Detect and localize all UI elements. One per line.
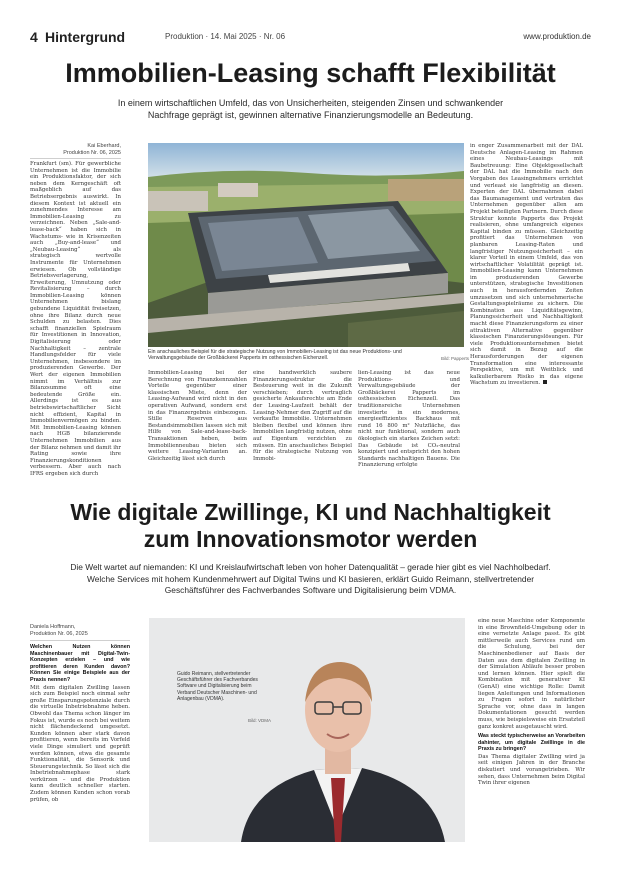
production-building-photo (148, 143, 464, 347)
author-name: Daniela Hoffmann, (30, 624, 76, 630)
column-5-text: in enger Zusammenarbeit mit der DAL Deutsche Anlagen-Leasing im Rahmen eines Neubau-Leasings mit Baubetreuung: Eine Objektgesellschaft der DAL hat die Immobilie nach den Vorgaben des Leasingnehmers errichtet und verleast sie langfristig an diesen. Experten der DAL übernahmen dabei das Baumanagement und vertraten das Unternehmen gegenüber allen am Projekt beteiligten Partnern. Durch diese Struktur konnte Papperts das Projekt realisieren, ohne umfangreich eigenes Kapital binden zu müssen. Gleichzeitig profitiert das Unternehmen von planbaren Leasing-Raten und langfristiger Nutzungssicherheit – ein klarer Vorteil in einem Umfeld, das von wirtschaftlicher Volatilität geprägt ist. Immobilien-Leasing kann Unternehmen im produzierenden Gewerbe unterstützen, strategische Investitionen auch in herausfordernden Zeiten umzusetzen und sich unternehmerische Gestaltungsspielräume zu sichern. Die Kombination aus Liquiditätsgewinn, Planungssicherheit und Nachhaltigkeit macht diese Finanzierungsform zu einer attraktiven Alternative gegenüber klassischen Finanzierungslösungen. Für viele Produktionsunternehmen bietet sich damit in Bezug auf die Herausforderungen der eigenen Transformation eine interessante Perspektive, um mit Weitblick und kalkulierbarem Risiko in das eigene Wachstum zu investieren. (470, 143, 583, 387)
interview-answer-1-continued: eine neue Maschine oder Komponente in eine Brownfield-Umgebung oder in eine vernetzte Anlage passt. Es gibt mittlerweile auch Services rund um die Schulung, bei der Maschinenbediener auf Basis der Daten aus dem digitalen Zwilling in der Simulation Abläufe besser proben und lernen können. Hier spielt die Kombination mit generativer KI (GenAI) eine wichtige Rolle: Damit liegen Anleitungen und Informationen zu Fragen sofort in natürlicher Sprache vor, ohne dass in langen Dokumentationen gesucht werden muss, wie beispielsweise ein Ersatzteil ganz konkret ausgetauscht wird. (478, 618, 585, 730)
article2-author (30, 624, 130, 638)
article2-title-line2: zum Innovationsmotor werden (143, 526, 478, 552)
article2-title-line1: Wie digitale Zwillinge, KI und Nachhaltigkeit (70, 499, 551, 525)
divider (30, 640, 130, 641)
article1-title: Immobilien-Leasing schafft Flexibilität (65, 58, 556, 88)
portrait-caption: Guido Reimann, stellvertretender Geschäftsführer des Fachverbandes Software und Digitalisierung beim Verband Deutscher Maschinen- und Anlagenbau (VDMA). (177, 671, 258, 702)
article1-column-4: lien-Leasing ist das neue Produktions- und Verwaltungsgebäude der Großbäckerei Papperts im osthessischen Eichenzell. Das traditionsreiche Unternehmen investierte in ein modernes, energieeffizientes Backhaus mit rund 16 800 m² Nutzfläche, das nicht nur funktional, sondern auch ökologisch ein starkes Zeichen setzt: Das Gebäude ist CO₂-neutral konzipiert und entspricht den hohen Standards nachhaltigen Bauens. Die Finanzierung erfolgte (358, 370, 460, 469)
page-number: 4 (30, 29, 38, 45)
website-url[interactable]: www.produktion.de (523, 32, 591, 41)
author-publication: Produktion Nr. 06, 2025 (63, 150, 121, 156)
article1-column-5 (470, 143, 583, 455)
section-title: Hintergrund (45, 29, 126, 45)
interview-question-2: Was steckt typischerweise an Vorarbeiten dahinter, um digitale Zwillinge in die Praxis zu bringen? (478, 733, 585, 753)
photo-caption: Ein anschauliches Beispiel für die strategische Nutzung von Immobilien-Leasing ist das neue Produktions- und Verwaltungsgebäude der Großbäckerei Papperts im osthessischen Eichenzell. (148, 349, 402, 362)
interview-answer-1: Mit dem digitalen Zwilling lassen sich zum Beispiel noch einmal sehr große Einsparungspotenziale durch die virtuelle Inbetriebnahme heben. Obwohl das Thema schon länger im Fokus ist, wurde es noch bei weitem nicht flächendeckend umgesetzt. Kunden können aber stark davon profitieren, wenn bereits im Vorfeld viele Dinge simuliert und geprüft werden können, etwa die gesamte Funktionalität, die Sensorik und Steuerungstechnik. So lässt sich die Inbetriebnahmephase stark verkürzen – und die Produktion kann deutlich schneller starten. Zudem können Kunden schon vorab prüfen, ob (30, 684, 130, 803)
article1-column-1: Frankfurt (sm). Für gewerbliche Unternehmen ist die Immobilie ein Produktionsfaktor, der sich neben dem Kerngeschäft oft maßgeblich auf das Betriebsergebnis auswirkt. In diesem Kontext ist aktuell ein zunehmendes Interesse am Immobilien-Leasing zu verzeichnen. Neben „Sale-and-lease-back“ haben sich in Wachstums- wie in Krisenzeiten auch „Buy-and-lease“ und „Neubau-Leasing“ als strategisch wertvolle Instrumente für Unternehmen erwiesen. Ob vollständige Betriebsverlagerung, Erweiterung, Umnutzung oder Revitalisierung – durch Immobilien-Leasing können Unternehmen bislang gebundene Liquidität freisetzen, ohne ihre Bilanz durch neue Schulden zu belasten. Dies schafft finanziellen Spielraum für Investitionen in Innovation, Digitalisierung oder Nachhaltigkeit – zentrale Handlungsfelder für viele Unternehmen, insbesondere im produzierenden Gewerbe. Der Wert der eigenen Immobilien nimmt im Verhältnis zur Bilanzsumme oft eine bedeutende Größe ein. Allerdings ist es aus betriebswirtschaftlicher Sicht nicht effizient, Kapital in Immobilienvermögen zu binden. Mit Immobilien-Leasing können nach HGB bilanzierende Unternehmen Immobilien aus der Bilanz nehmen und damit ihr Rating sowie ihre Finanzierungskonditionen verbessern. Aber auch nach IFRS ergeben sich durch (30, 161, 121, 477)
photo-credit: Bild: Papperts (441, 356, 470, 361)
article2-title (0, 499, 621, 553)
divider (30, 158, 121, 159)
article1-lead: In einem wirtschaftlichen Umfeld, das von Unsicherheiten, steigenden Zinsen und schwankender Nachfrage geprägt ist, gewinnen alternative Finanzierungsmodelle an Bedeutung. (117, 98, 504, 120)
author-publication: Produktion Nr. 06, 2025 (30, 631, 88, 637)
author-name: Kai Eberhard, (87, 143, 121, 149)
article1-column-2: Immobilien-Leasing bei der Berechnung von Finanzkennzahlen Vorteile gegenüber einer klassischen Miete, denn der Leasing-Aufwand wird nicht in den operativen Aufwand, sondern erst in das Finanzergebnis einbezogen. Stille Reserven aus Bestandsimmobilien lassen sich mit Hilfe von Sale-and-lease-back-Transaktionen heben, beim Immobilienneubau bieten sich weitere Leasing-Varianten an. Gleichzeitig lässt sich durch (148, 370, 247, 462)
article1-author (30, 143, 121, 157)
article2-lead: Die Welt wartet auf niemanden: KI und Kreislaufwirtschaft leben von hoher Datenqualität – gerade hier gibt es viel Nachholbedarf. Welche Services mit hohem Kundenmehrwert auf Digital Twins und KI basieren, erklärt Guido Reimann, stellvertretender Geschäftsführer des Fachverbandes Software und Digitalisierung beim VDMA. (70, 562, 551, 595)
portrait-credit: Bild: VDMA (248, 718, 272, 723)
portrait-photo (149, 618, 465, 842)
interview-question-1: Welchen Nutzen können Maschinenbauer mit Digital-Twin-Konzepten erzielen – und wie profitieren deren Kunden davon? Können Sie einige Beispiele aus der Praxis nennen? (30, 644, 130, 683)
page-header (30, 29, 591, 45)
article1-column-3: eine handwerklich saubere Finanzierungsstruktur die Besteuerung weit in die Zukunft verschieben; durch vertraglich gesicherte Ankaufsrechte am Ende der Leasing-Laufzeit behält der Leasing-Nehmer den Zugriff auf die verkaufte Immobilie. Unternehmen bleiben flexibel und können ihre Immobilien langfristig nutzen, ohne auf Eigentum verzichten zu müssen. Ein anschauliches Beispiel für die strategische Nutzung von Immobi- (253, 370, 352, 462)
article2-column-2 (478, 618, 585, 870)
interview-answer-2: Das Thema digitaler Zwilling wird ja seit einigen Jahren in der Branche diskutiert und vorangetrieben. Wir sehen, dass Unternehmen beim Digital Twin ihrer eigenen (478, 753, 585, 787)
issue-meta: Produktion · 14. Mai 2025 · Nr. 06 (165, 32, 286, 41)
end-mark (543, 380, 547, 384)
article2-column-1 (30, 644, 130, 866)
